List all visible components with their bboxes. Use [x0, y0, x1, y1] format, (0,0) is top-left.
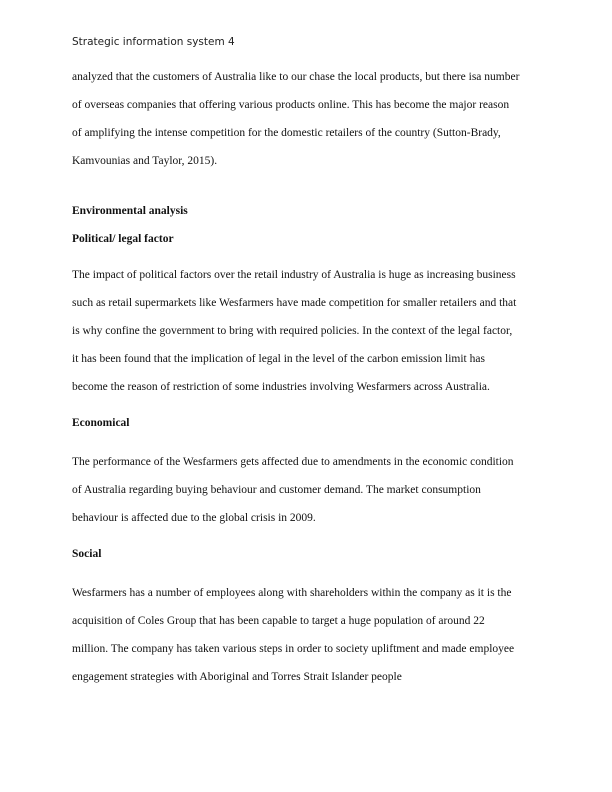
heading-social: Social	[72, 548, 102, 560]
text-line: of Australia regarding buying behaviour and customer demand. The market consumption	[72, 484, 481, 496]
heading-economical: Economical	[72, 417, 130, 429]
text-line: of overseas companies that offering various products online. This has become the major reason	[72, 99, 510, 111]
text-line: is why confine the government to bring with required policies. In the context of the legal factor,	[72, 325, 513, 337]
text-line: Kamvounias and Taylor, 2015).	[72, 155, 218, 167]
paragraph-social	[72, 579, 542, 691]
paragraph-intro	[72, 63, 542, 175]
text-line: analyzed that the customers of Australia like to our chase the local products, but there isa number	[72, 71, 520, 83]
text-line: Wesfarmers has a number of employees along with shareholders within the company as it is the	[72, 587, 512, 599]
heading-environmental-analysis: Environmental analysis	[72, 205, 188, 217]
heading-political-legal-factor: Political/ legal factor	[72, 233, 174, 245]
text-line: behaviour is affected due to the global crisis in 2009.	[72, 512, 316, 524]
paragraph-political	[72, 261, 542, 401]
text-line: it has been found that the implication of legal in the level of the carbon emission limit has	[72, 353, 485, 365]
text-line: engagement strategies with Aboriginal and Torres Strait Islander people	[72, 671, 402, 683]
text-line: acquisition of Coles Group that has been capable to target a huge population of around 22	[72, 615, 485, 627]
text-line: such as retail supermarkets like Wesfarmers have made competition for smaller retailers and that	[72, 297, 517, 309]
text-line: million. The company has taken various steps in order to society upliftment and made employee	[72, 643, 515, 655]
text-line: of amplifying the intense competition for the domestic retailers of the country (Sutton-Brady,	[72, 127, 501, 139]
text-line: become the reason of restriction of some industries involving Wesfarmers across Australia.	[72, 381, 490, 393]
text-line: The impact of political factors over the retail industry of Australia is huge as increasing business	[72, 269, 516, 281]
page-body	[72, 63, 542, 691]
paragraph-economical	[72, 448, 542, 532]
text-line: The performance of the Wesfarmers gets affected due to amendments in the economic condition	[72, 456, 514, 468]
page-header: Strategic information system 4	[72, 36, 235, 48]
